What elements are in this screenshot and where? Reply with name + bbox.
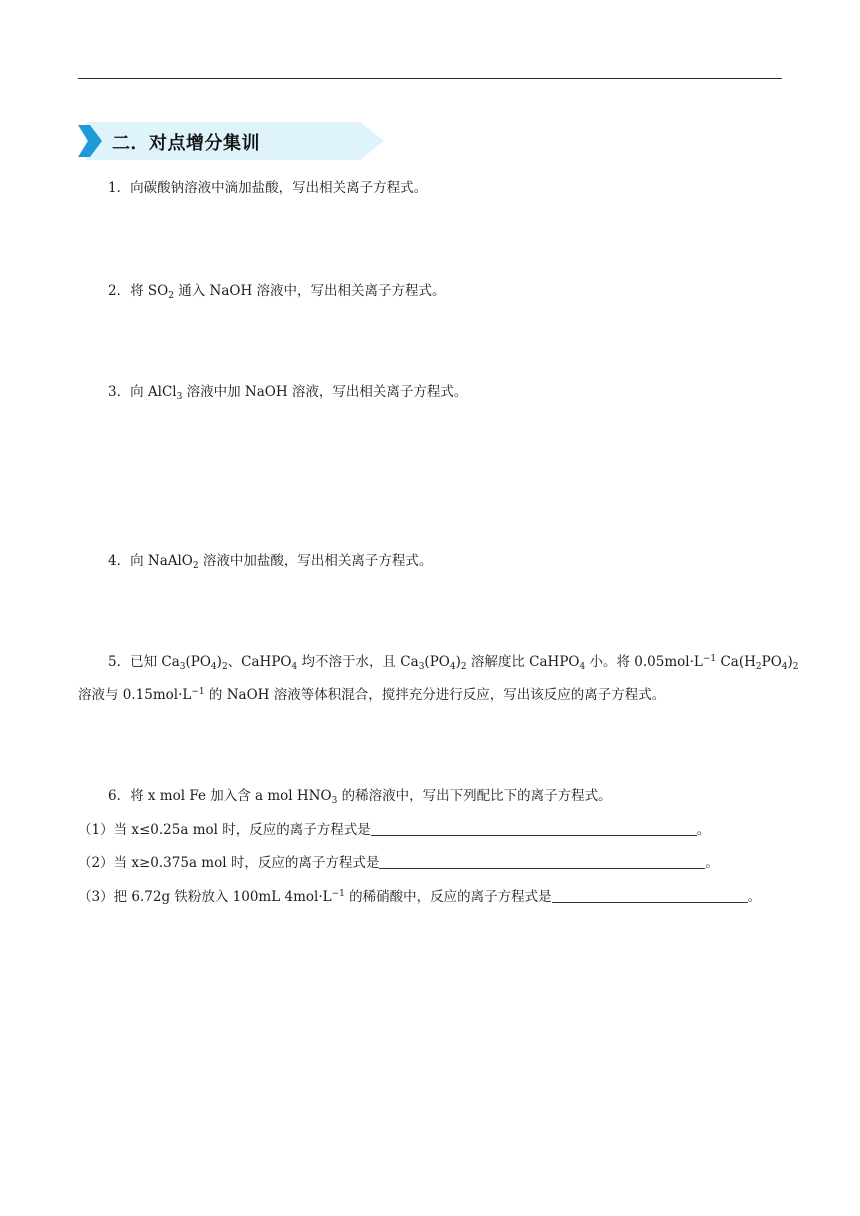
question-5-line-1: 5．已知 $Ca_3(PO_4)_2$、CaHPO$_4$ 均不溶于水，且 $Ca_3(PO_4)_2$ 溶解度比 CaHPO$_4$ 小。将 $0.05mol\cdot L^{-1}$ $Ca(H_2PO_4)_2$ xyxy=(108,654,799,672)
question-6-part-1: （1）当 x≤0.25a mol 时，反应的离子方程式是 。 xyxy=(78,822,711,838)
answer-blank-1[interactable] xyxy=(371,821,697,836)
question-2: 2．将 $SO_2$ 通入 NaOH 溶液中，写出相关离子方程式。 xyxy=(108,283,446,301)
section-banner xyxy=(78,122,384,160)
answer-blank-2[interactable] xyxy=(379,854,705,869)
question-6: 6．将 x mol Fe 加入含 a mol $HNO_3$ 的稀溶液中，写出下列配比下的离子方程式。 xyxy=(108,788,612,806)
question-4: 4．向 NaAlO$_2$ 溶液中加盐酸，写出相关离子方程式。 xyxy=(108,553,433,571)
question-6-part-3: （3）把 6.72g 铁粉放入 100mL $4mol\cdot L^{-1}$ 的稀硝酸中，反应的离子方程式是 。 xyxy=(78,889,762,905)
answer-blank-3[interactable] xyxy=(552,888,748,903)
question-6-part-2: （2）当 x≥0.375a mol 时，反应的离子方程式是 。 xyxy=(78,855,719,871)
question-5-line-2: 溶液与 $0.15mol\cdot L^{-1}$ 的 NaOH 溶液等体积混合，搅拌充分进行反应，写出该反应的离子方程式。 xyxy=(78,687,666,703)
header-rule xyxy=(78,78,782,79)
section-title: 二．对点增分集训 xyxy=(112,133,260,154)
question-3: 3．向 AlCl$_3$ 溶液中加 NaOH 溶液，写出相关离子方程式。 xyxy=(108,384,468,402)
question-1: 1．向碳酸钠溶液中滴加盐酸，写出相关离子方程式。 xyxy=(108,180,428,196)
